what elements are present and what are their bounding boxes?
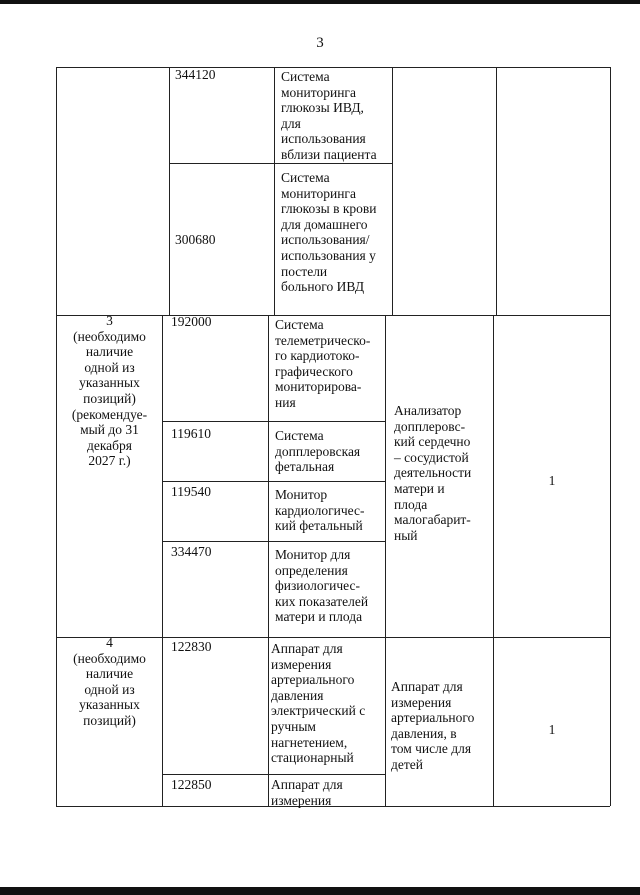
device-type-name: Система мониторинга глюкозы ИВД, для использования вблизи пациента <box>281 69 377 162</box>
position-number: 4 (необходимо наличие одной из указанных позиций) <box>73 635 146 728</box>
nkmi-code: 119540 <box>171 484 211 499</box>
nkmi-code: 334470 <box>171 544 212 559</box>
row-divider <box>162 481 385 482</box>
nkmi-code: 122830 <box>171 639 212 654</box>
nkmi-code: 122850 <box>171 777 212 792</box>
device-type-name: Система мониторинга глюкозы в крови для домашнего использования/ использования у постели больного ИВД <box>281 170 377 295</box>
quantity: 1 <box>548 722 556 737</box>
device-name: Аппарат для измерения артериального давления, в том числе для детей <box>391 679 475 772</box>
nkmi-code: 192000 <box>171 314 212 329</box>
device-type-name: Аппарат для измерения артериального давления электрический с ручным нагнетением, стационарный <box>271 641 366 766</box>
row-divider <box>162 774 385 775</box>
column-divider <box>268 315 269 806</box>
scan-edge-top <box>0 0 640 4</box>
nkmi-code: 300680 <box>175 232 216 247</box>
table-top-border <box>56 67 610 68</box>
quantity: 1 <box>548 473 556 488</box>
device-type-name: Монитор для определения физиологичес- ких показателей матери и плода <box>275 547 369 625</box>
device-type-name: Система телеметрическо- го кардиотоко- графического мониторирова- ния <box>275 317 371 410</box>
column-divider <box>169 67 170 316</box>
column-divider <box>274 67 275 316</box>
row-divider <box>162 541 385 542</box>
row-divider <box>169 163 392 164</box>
device-name: Анализатор допплеровс- кий сердечно – сосудистой деятельности матери и плода малогабарит- ный <box>394 403 472 543</box>
nkmi-code: 119610 <box>171 426 211 441</box>
position-number: 3 (необходимо наличие одной из указанных позиций) (рекомендуе- мый до 31 декабря 2027 г.) <box>71 313 148 469</box>
device-type-name: Монитор кардиологичес- кий фетальный <box>275 487 365 534</box>
table-right-border <box>610 67 611 806</box>
row-divider <box>162 421 385 422</box>
device-type-name: Аппарат для измерения <box>271 777 343 808</box>
device-type-name: Система допплеровская фетальная <box>275 428 361 475</box>
column-divider <box>496 67 497 316</box>
page-number: 3 <box>316 35 324 51</box>
scan-edge-bottom <box>0 887 640 895</box>
column-divider <box>162 315 163 806</box>
nkmi-code: 344120 <box>175 67 216 82</box>
